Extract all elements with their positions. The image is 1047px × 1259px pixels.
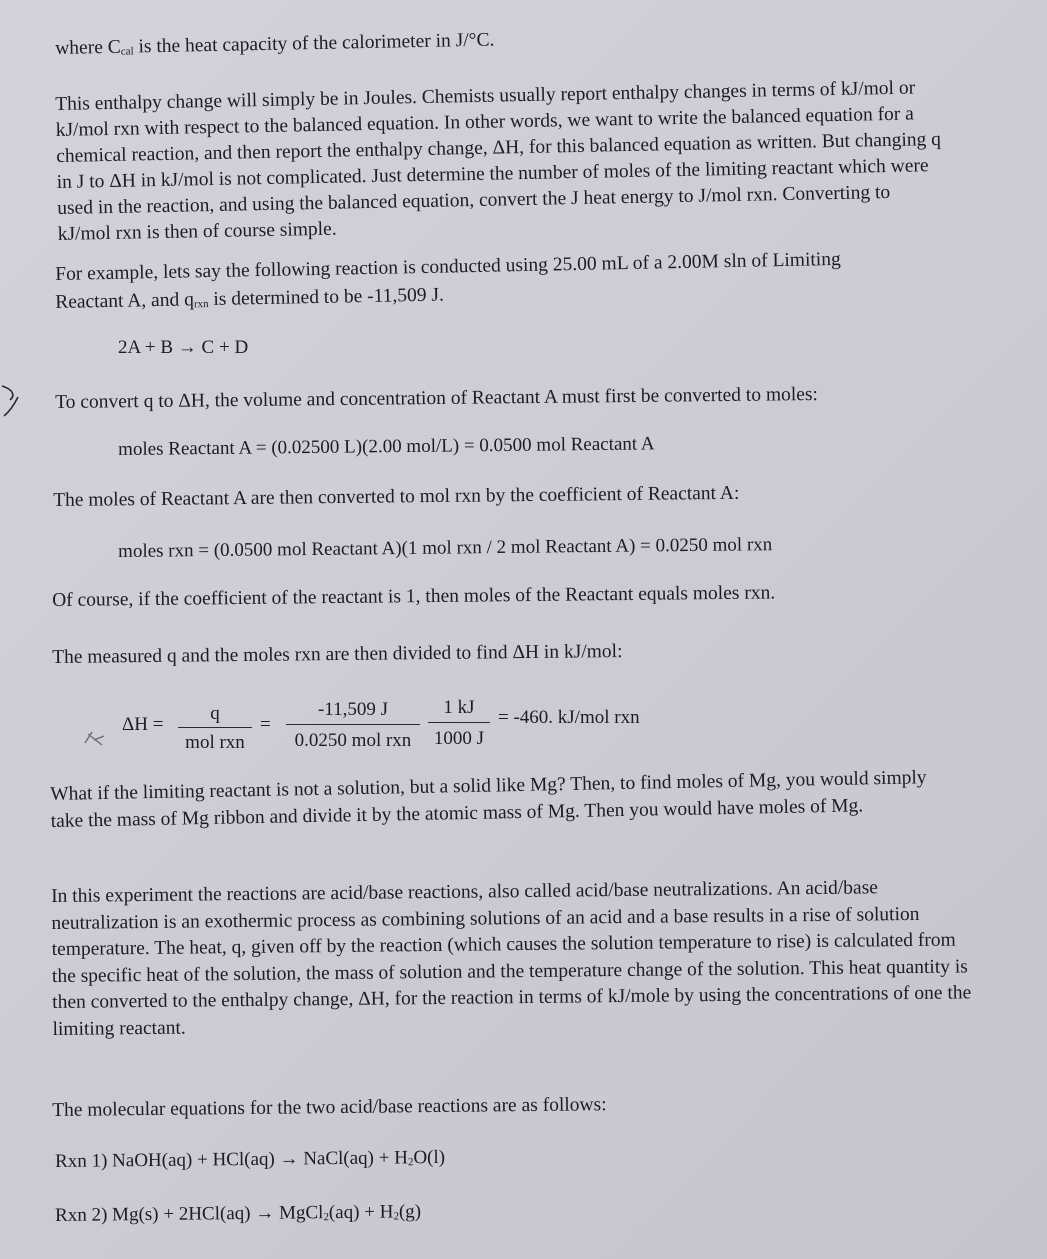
fraction-bar bbox=[428, 722, 490, 723]
fraction-kj-denominator: 1000 J bbox=[433, 728, 485, 749]
fraction-energy-denominator: 0.0250 mol rxn bbox=[294, 730, 412, 751]
delta-h-lhs: ΔH = bbox=[122, 714, 164, 735]
paragraph-coefficient-one: Of course, if the coefficient of the reactant is 1, then moles of the Reactant equals moles rxn. bbox=[52, 582, 776, 611]
equation-moles-reactant-a: moles Reactant A = (0.02500 L)(2.00 mol/L) = 0.0500 mol Reactant A bbox=[118, 433, 655, 460]
paragraph-solid-reactant: What if the limiting reactant is not a solution, but a solid like Mg? Then, to find moles of Mg, you would simply take the mass of Mg ribbon and divide it by the atomic mass of Mg. Then you would have moles of Mg. bbox=[50, 767, 927, 832]
handwritten-check-icon bbox=[82, 728, 108, 750]
fraction-kj-numerator: 1 kJ bbox=[443, 697, 475, 718]
reaction-2: Rxn 2) Mg(s) + 2HCl(aq) → MgCl$_2$(aq) + $H_2(g)$ bbox=[55, 1201, 422, 1226]
equals-sign: = bbox=[260, 714, 271, 735]
reaction-1: Rxn 1) NaOH(aq) + HCl(aq) → NaCl(aq) + $H_2O(l)$ bbox=[55, 1146, 446, 1172]
paragraph-divide: The measured q and the moles rxn are then divided to find ΔH in kJ/mol: bbox=[52, 641, 623, 668]
fraction-bar bbox=[178, 727, 252, 728]
paragraph-example-line2: Reactant A, and $q_{rxn}$ is determined to be -11,509 J. bbox=[55, 284, 445, 313]
paragraph-enthalpy-intro: This enthalpy change will simply be in Joules. Chemists usually report enthalpy changes in terms of kJ/mol or kJ/mol rxn with respect to the balanced equation. In other words, we want to write the balanced equation for a chemical reaction, and then report the enthalpy change, ΔH, for this balanced equation as written. But changing q in J to ΔH in kJ/mol is not complicated. Just determine the number of moles of the limiting reactant which were used in the reaction, and using the balanced equation, convert the J heat energy to J/mol rxn. Converting to kJ/mol rxn is then of course simple. bbox=[55, 77, 942, 245]
intro-line: where $C_{cal}$ is the heat capacity of the calorimeter in J/°C. bbox=[55, 29, 495, 59]
equation-moles-rxn: moles rxn = (0.0500 mol Reactant A)(1 mol rxn / 2 mol Reactant A) = 0.0250 mol rxn bbox=[118, 534, 773, 562]
fraction-q-numerator: q bbox=[210, 703, 220, 724]
fraction-bar bbox=[286, 724, 420, 725]
fraction-energy-numerator: -11,509 J bbox=[317, 699, 389, 720]
reaction-equation: 2A + B → C + D bbox=[118, 337, 249, 358]
paragraph-example-line1: For example, lets say the following reaction is conducted using 25.00 mL of a 2.00M sln of Limiting bbox=[55, 248, 841, 285]
pen-mark-icon bbox=[0, 383, 26, 419]
paragraph-coefficient: The moles of Reactant A are then converted to mol rxn by the coefficient of Reactant A: bbox=[53, 482, 740, 511]
fraction-q-denominator: mol rxn bbox=[185, 732, 245, 753]
paragraph-acid-base: In this experiment the reactions are acid/base reactions, also called acid/base neutralizations. An acid/base neutralization is an exothermic process as combining solutions of an acid and a base results in a rise of solution temperature. The heat, q, given off by the reaction (which causes the solution temperature to rise) is calculated from the specific heat of the solution, the mass of solution and the temperature change of the solution. This heat quantity is then converted to the enthalpy change, ΔH, for the reaction in terms of kJ/mole by using the concentrations of one the limiting reactant. bbox=[51, 877, 972, 1040]
delta-h-result: = -460. kJ/mol rxn bbox=[498, 707, 640, 728]
paragraph-molecular-equations: The molecular equations for the two acid/base reactions are as follows: bbox=[52, 1094, 607, 1121]
paragraph-convert-q: To convert q to ΔH, the volume and concentration of Reactant A must first be converted to moles: bbox=[55, 384, 819, 413]
